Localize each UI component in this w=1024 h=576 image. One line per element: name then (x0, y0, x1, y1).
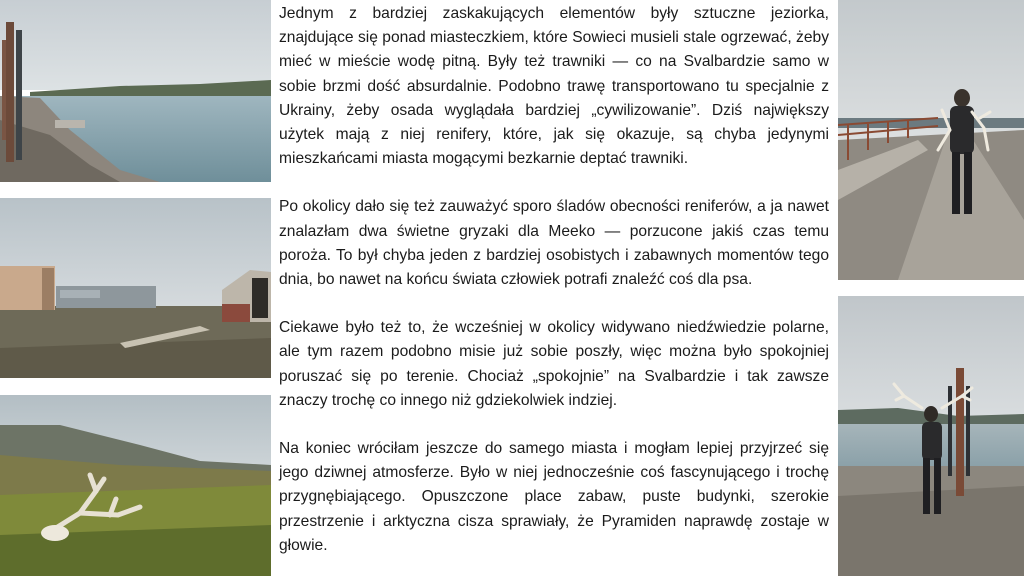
photo-woman-carrying-antlers (838, 0, 1024, 280)
paragraph-town-atmosphere: Na koniec wróciłam jeszcze do samego miasta i mogłam lepiej przyjrzeć się jego dziwnej atmosferze. Było w niej jednocześnie coś fascynującego i trochę przygnębiającego. Opuszczone place zabaw, puste budynki, szerokie przestrzenie i arktyczna cisza sprawiały, że Pyramiden naprawdę zostaje w głowie. (279, 440, 829, 554)
photo-antler-on-tundra (0, 395, 271, 576)
photo-woman-holding-antlers (838, 296, 1024, 576)
paragraph-reindeer-antlers: Po okolicy dało się też zauważyć sporo śladów obecności reniferów, a ja nawet znalazłam dwa świetne gryzaki dla Meeko — porzucone jakiś czas temu poroża. To był chyba jeden z bardziej osobistych i zabawnych momentów tego dnia, bo nawet na końcu świata człowiek potrafi znaleźć coś dla psa. (279, 198, 829, 289)
article-text (279, 2, 829, 574)
photo-lake-shore (0, 0, 271, 182)
paragraph-polar-bears: Ciekawe było też to, że wcześniej w okolicy widywano niedźwiedzie polarne, ale tym razem podobno misie już sobie poszły, więc można było spokojniej poruszać się po terenie. Chociaż „spokojnie” na Svalbardzie i tak zawsze znaczy trochę co innego niż gdziekolwiek indziej. (279, 319, 829, 409)
photo-abandoned-buildings (0, 198, 271, 378)
paragraph-artificial-lakes: Jednym z bardziej zaskakujących elementów były sztuczne jeziorka, znajdujące się ponad miasteczkiem, które Sowieci musieli stale ogrzewać, żeby mieć w mieście wodę pitną. Były też trawniki — co na Svalbardzie samo w sobie brzmi dość absurdalnie. Podobno trawę transportowano tu specjalnie z Ukrainy, żeby osada wyglądała bardziej „cywilizowanie”. Dziś największy użytek mają z niej renifery, które, jak się okazuje, są chyba jedynymi mieszkańcami miasta mogącymi bezkarnie deptać trawniki. (279, 5, 829, 168)
